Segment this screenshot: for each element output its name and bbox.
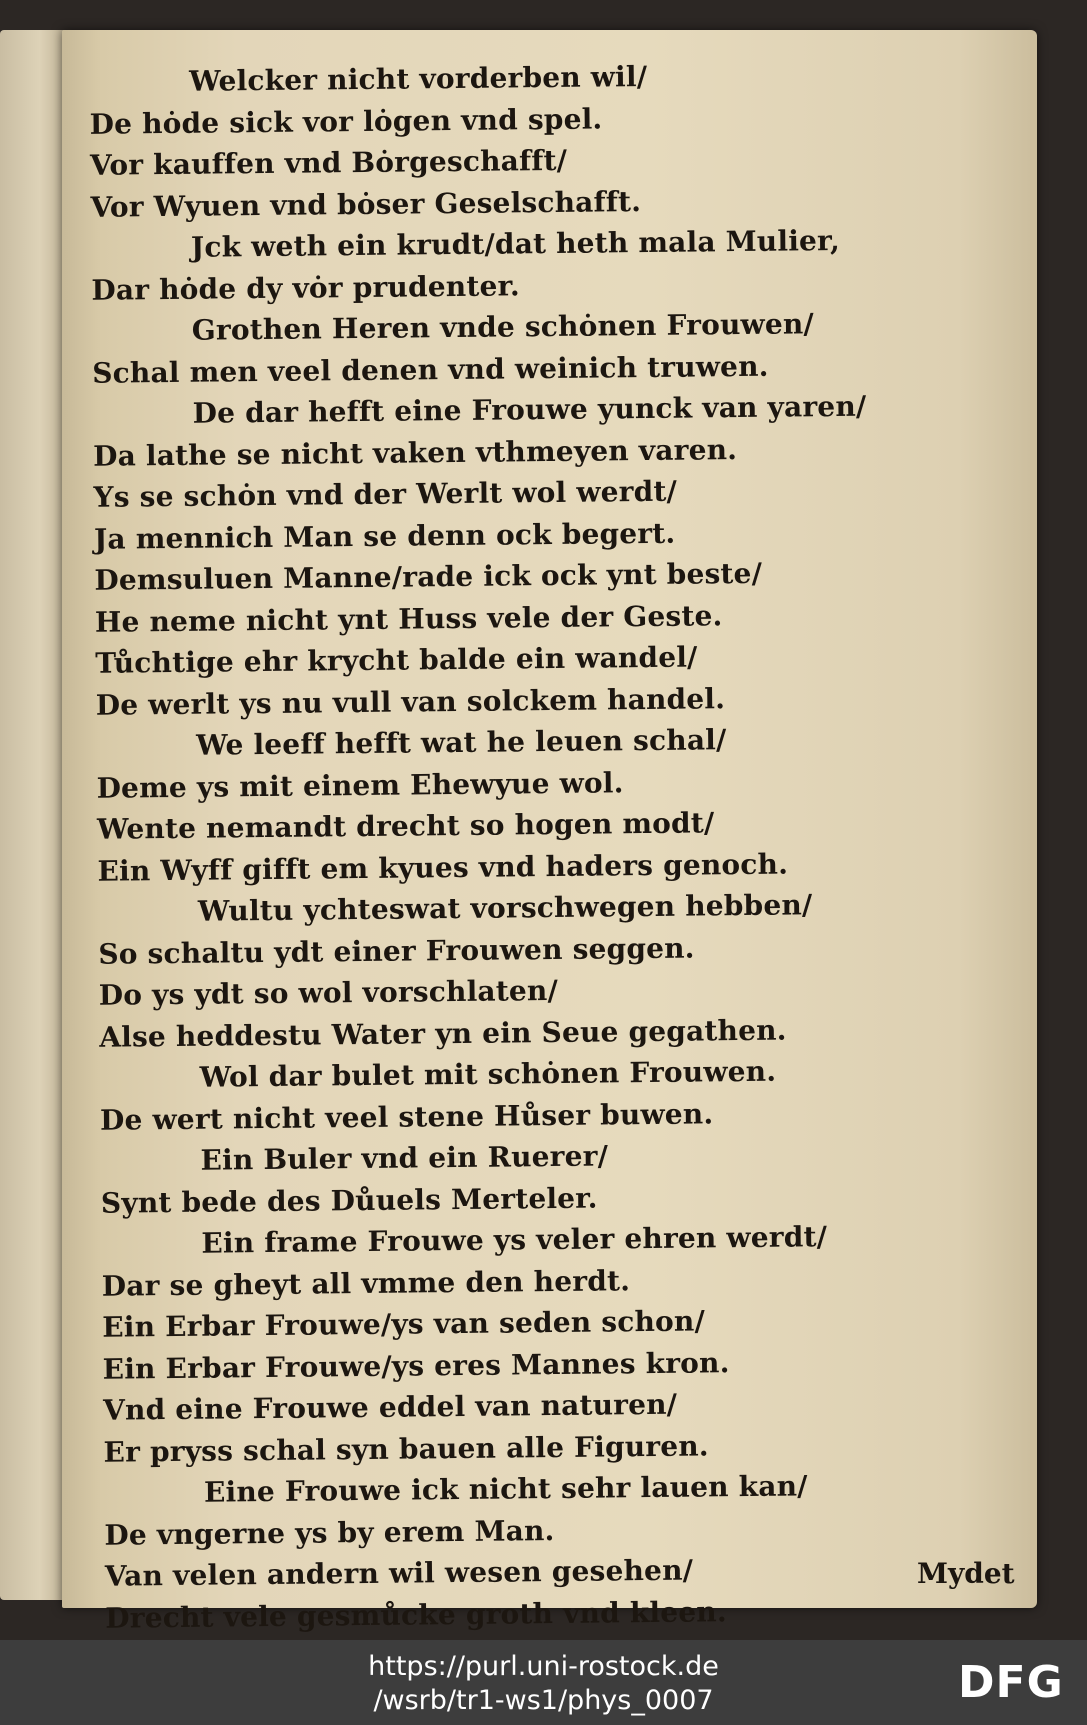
verse-line: Ja mennich Man se denn ock begert. bbox=[93, 516, 676, 556]
verse-line: De dar hefft eine Frouwe yunck van yaren/ bbox=[192, 389, 867, 430]
verse-line: Ein Erbar Frouwe/ys eres Mannes kron. bbox=[102, 1345, 730, 1386]
book-page bbox=[62, 30, 1037, 1635]
verse-line: Dar se gheyt all vmme den herdt. bbox=[101, 1263, 631, 1303]
verse-line: Wente nemandt drecht so hogen modt/ bbox=[96, 806, 715, 846]
verse-line: Eine Frouwe ick nicht sehr lauen kan/ bbox=[203, 1469, 808, 1509]
verse-line: Drecht vele gesmůcke groth vnd kleen. bbox=[105, 1594, 727, 1635]
verse-line: Ein frame Frouwe ys veler ehren werdt/ bbox=[201, 1220, 828, 1260]
verse-line: De wert nicht veel stene Hůser buwen. bbox=[99, 1096, 714, 1137]
verse-line: He neme nicht ynt Huss vele der Geste. bbox=[94, 598, 723, 639]
verse-line: Ein Buler vnd ein Ruerer/ bbox=[200, 1139, 609, 1177]
catchword: Mydet bbox=[917, 1557, 1015, 1590]
verse-line: We leeff hefft wat he leuen schal/ bbox=[195, 723, 727, 762]
verse-line: Tůchtige ehr krycht balde ein wandel/ bbox=[95, 640, 698, 680]
dfg-logo: DFG bbox=[958, 1657, 1064, 1708]
verse-line: Ys se schȯn vnd der Werlt wol werdt/ bbox=[93, 474, 678, 514]
verse-line: Vnd eine Frouwe eddel van naturen/ bbox=[102, 1387, 678, 1427]
verse-line: Er pryss schal syn bauen alle Figuren. bbox=[103, 1428, 709, 1469]
verse-line: Ein Wyff gifft em kyues vnd haders genoch. bbox=[97, 847, 789, 888]
verse-line: De vngerne ys by erem Man. bbox=[104, 1513, 555, 1552]
verse-line: Da lathe se nicht vaken vthmeyen varen. bbox=[92, 432, 738, 473]
verse-line: Welcker nicht vorderben wil/ bbox=[189, 59, 648, 98]
footer-bar bbox=[0, 1640, 1087, 1725]
verse-line: Grothen Heren vnde schȯnen Frouwen/ bbox=[191, 307, 815, 347]
verse-line: Dar hȯde dy vȯr prudenter. bbox=[91, 268, 521, 307]
verse-line: Wultu ychteswat vorschwegen hebben/ bbox=[197, 888, 813, 928]
permalink[interactable] bbox=[0, 1650, 1087, 1718]
verse-line: Demsuluen Manne/rade ick ock ynt beste/ bbox=[94, 556, 763, 597]
verse-line: Synt bede des Důuels Merteler. bbox=[100, 1181, 598, 1220]
verse-text bbox=[72, 52, 1053, 1639]
permalink-line-1[interactable]: https://purl.uni-rostock.de bbox=[368, 1651, 719, 1682]
verse-line: Ein Erbar Frouwe/ys van seden schon/ bbox=[102, 1304, 706, 1344]
verse-line: Vor Wyuen vnd bȯser Geselschafft. bbox=[90, 184, 642, 224]
verse-line: So schaltu ydt einer Frouwen seggen. bbox=[98, 931, 695, 971]
verse-line: De hȯde sick vor lȯgen vnd spel. bbox=[89, 101, 603, 141]
verse-line: Deme ys mit einem Ehewyue wol. bbox=[96, 765, 624, 805]
verse-line: Vor kauffen vnd Bȯrgeschafft/ bbox=[89, 143, 568, 182]
verse-line: Jck weth ein krudt/dat heth mala Mulier, bbox=[190, 223, 841, 264]
verse-line: Alse heddestu Water yn ein Seue gegathen. bbox=[99, 1013, 787, 1054]
verse-line: Wol dar bulet mit schȯnen Frouwen. bbox=[199, 1054, 777, 1094]
permalink-line-2[interactable]: /wsrb/tr1-ws1/phys_0007 bbox=[373, 1685, 714, 1716]
verse-line: De werlt ys nu vull van solckem handel. bbox=[95, 681, 726, 722]
verse-line: Do ys ydt so wol vorschlaten/ bbox=[98, 973, 559, 1012]
verse-line: Van velen andern wil wesen gesehen/ bbox=[104, 1553, 694, 1593]
verse-line: Schal men veel denen vnd weinich truwen. bbox=[92, 349, 769, 390]
